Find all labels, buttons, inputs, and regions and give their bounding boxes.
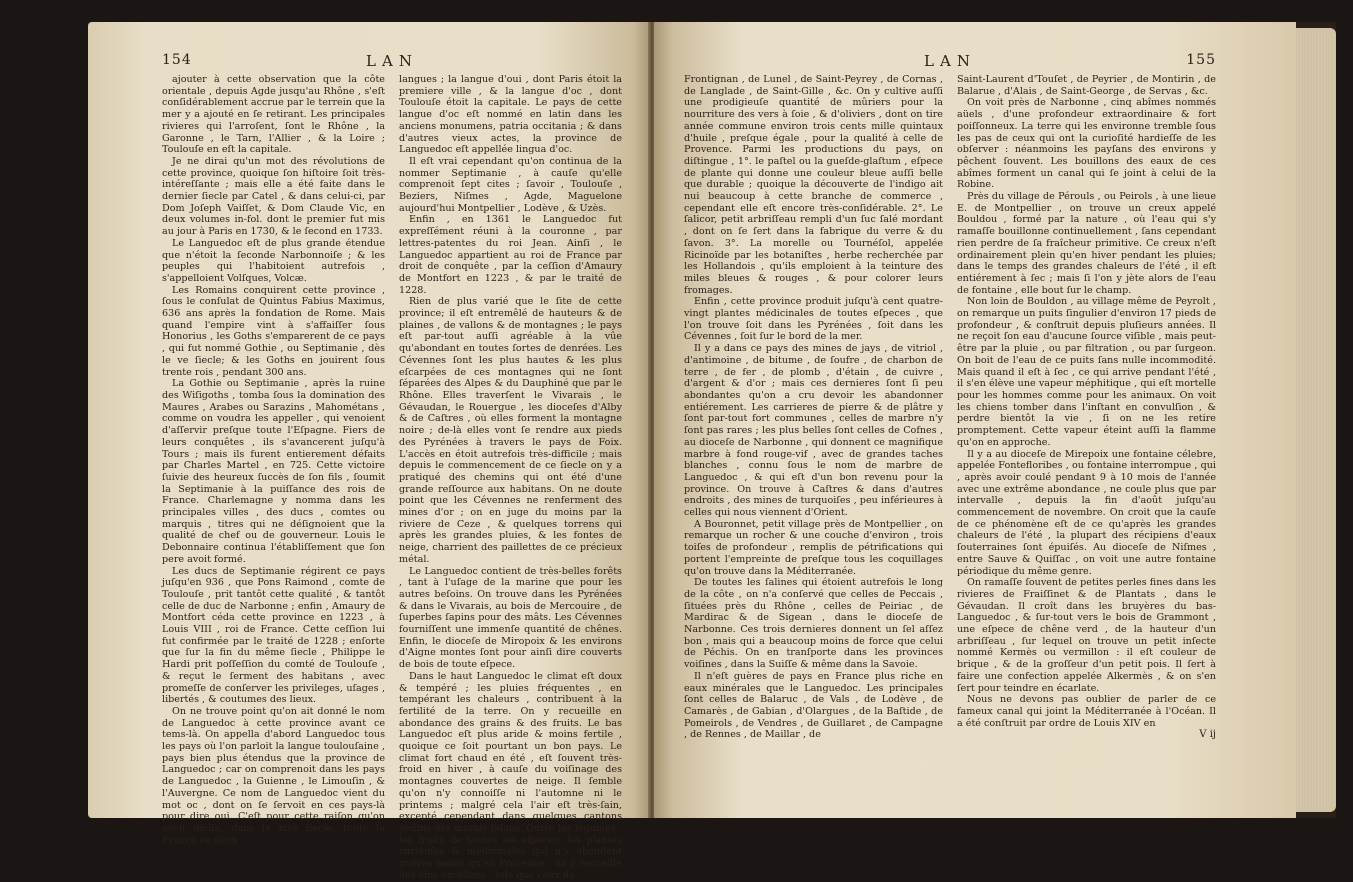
paragraph: ajouter à cette observation que la côte orientale , depuis Agde jusqu'au Rhône , s'eſt conſidérablement accrue par le terrein que la mer y a ajouté en ſe retirant. Les principales rivieres qui l'arroſent, ſont le Rhône , la Garonne , le Tarn, l'Allier , & la Loire ; Toulouſe en eſt la capitale.: [162, 74, 385, 156]
right-column-2: [957, 74, 1216, 741]
paragraph: Frontignan , de Lunel , de Saint-Peyrey , de Cornas , de Langlade , de Saint-Gille , &c. On y cultive auſſi une prodigieuſe quantité de mûriers pour la nourriture des vers à ſoie , & d'oliviers , dont on tire année commune environ trois cents mille quintaux d'huile , preſque égale , pour la qualité à celle de Provence. Parmi les productions du pays, on diſtingue , 1°. le paſtel ou la gueſde-glaſtum , eſpece de plante qui donne une couleur bleue auſſi belle que durable ; quoique la découverte de l'indigo ait nui beaucoup à cette branche de commerce , cependant elle eſt encore très-conſidérable. 2°. Le ſalicor, petit arbriſſeau rempli d'un ſuc ſalé mordant , dont on ſe ſert dans la fabrique du verre & du ſavon. 3°. La morelle ou Tournéſol, appelée Ricinoïde par les botaniſtes , herbe recherchée par les Hollandois , qu'ils emploient à la teinture des miles bleues & rouges , & pour colorer leurs fromages.: [684, 74, 943, 296]
paragraph: Il y a dans ce pays des mines de jays , de vitriol , d'antimoine , de bitume , de ſoufre , de charbon de terre , de fer , de plomb , d'étain , de cuivre , d'argent & d'or ; mais ces dernieres ſont ſi peu abondantes qu'on a cru devoir les abandonner entiérement. Les carrieres de pierre & de plâtre y ſont par-tout fort communes , celles de marbre n'y ſont pas rares ; les plus belles ſont celles de Cofnes , au dioceſe de Narbonne , qui donnent ce magnifique marbre à fond rouge-vif , avec de grandes taches blanches , connu ſous le nom de marbre de Languedoc , & qui eſt d'un bon revenu pour la province. On trouve à Caſtres & dans d'autres endroits , des mines de turquoiſes , peu inférieures à celles qui nous viennent d'Orient.: [684, 343, 943, 519]
paragraph: Saint-Laurent d'Touſet , de Peyrier , de Montirin , de Balarue , d'Alais , de Saint-George , de Servas , &c.: [957, 74, 1216, 97]
left-running-head: LAN: [366, 52, 418, 70]
right-page: [654, 22, 1296, 818]
paragraph: langues ; la langue d'oui , dont Paris étoit la premiere ville , & la langue d'oc , dont Toulouſe étoit la capitale. Le pays de cette langue d'oc eſt nommé en latin dans les anciens monumens, patria occitania ; & dans d'autres vieux actes, la province de Languedoc eſt appellée lingua d'oc.: [399, 74, 622, 156]
right-page-number: 155: [1186, 52, 1216, 68]
paragraph: On ramaſſe ſouvent de petites perles fines dans les rivieres de Fraiſſinet & de Plantats , dans le Gévaudan. Il croît dans les bruyères du bas-Languedoc , & ſur-tout vers le bois de Grammont , une eſpece de chêne verd , de la hauteur d'un arbriſſeau , ſur lequel on trouve un petit inſecte nommé Kermès ou vermillon : il eſt couleur de brique , & de la groſſeur d'un petit pois. Il ſert à faire une confection appelée Alkermès , & on s'en ſert pour teindre en écarlate.: [957, 577, 1216, 694]
left-column-1: [162, 74, 385, 882]
paragraph: On voit près de Narbonne , cinq abîmes nommés aüels , d'une profondeur extraordinaire & fort poiſſonneux. La terre qui les environne tremble ſous les pas de ceux qui ont la curioſité hardieſſe de les obſerver : néanmoins les payſans des environs y pêchent ſouvent. Les bouillons des eaux de ces abîmes forment un canal qui ſe joint à celui de la Robine.: [957, 97, 1216, 191]
paragraph: Il n'eſt guères de pays en France plus riche en eaux minérales que le Languedoc. Les principales ſont celles de Balaruc , de Vals , de Lodève , de Camarès , de Gabian , d'Olargues , de la Baſtide , de Pomeirols , de Vendres , de Guillaret , de Campagne , de Rennes , de Maillar , de: [684, 670, 943, 741]
paragraph: A Bouronnet, petit village près de Montpellier , on remarque un rocher & une couche d'environ , trois toiſes de profondeur , remplis de pétrifications qui portent l'empreinte de preſque tous les coquillages qu'on trouve dans la Méditerranée.: [684, 518, 943, 577]
paragraph: Dans le haut Languedoc le climat eſt doux & tempéré ; les pluies fréquentes , en tempérant les chaleurs , contribuent à la fertilité de la terre. On y recueille en abondance des grains & des fruits. Le bas Languedoc eſt plus aride & moins fertile , quoique ce ſoit pourtant un bon pays. Le climat fort chaud en été , eſt ſouvent très-froid en hiver , à cauſe du voiſinage des montagnes couvertes de neige. Il ſemble qu'on n'y connoiſſe ni l'automne ni le printems ; malgré cela l'air eſt très-ſain, excepté cependant dans quelques cantons voiſins des marais ſalans. Outre les légumes , les fruits de toutes les eſpeces, les plantes curieuſes & médicinales qui n'y abondent guères moins qu'en Provence , on y recueille des vins excellens , tels que ceux de: [399, 670, 622, 881]
paragraph: Il eſt vrai cependant qu'on continua de la nommer Septimanie , à cauſe qu'elle comprenoit ſept cites ; ſavoir , Toulouſe , Beziers, Niſmes , Agde, Maguelone aujourd'hui Montpellier , Lodève , & Uzès.: [399, 155, 622, 214]
paragraph: On ne trouve point qu'on ait donné le nom de Languedoc à cette province avant ce tems-là. On appella d'abord Languedoc tous les pays où l'on parloit la langue toulouſaine , pays bien plus étendus que la province de Languedoc ; car on comprenoit dans les pays de Languedoc , la Guienne , le Limouſin , & l'Auvergne. Ce nom de Languedoc vient du mot oc , dont on ſe ſervoit en ces pays-là pour dire oui. C'eſt pour cette raiſon qu'on avoit diviſé, dans le xive ſiecle, toute la France en deux: [162, 705, 385, 846]
right-page-header: [684, 52, 1216, 74]
paragraph: Non loin de Bouldon , au village même de Peyrolt , on remarque un puits ſingulier d'environ 17 pieds de profondeur , & conſtruit depuis pluſieurs années. Il ne reçoit ſon eau d'aucune ſource viſible , mais peut-être par la pluie , ou par filtration , ou par ſurgeon. On boit de l'eau de ce puits ſans nulle incommodité. Mais quand il eſt à ſec , ce qui arrive pendant l'été , il s'en élève une vapeur méphitique , qui eſt mortelle pour les hommes comme pour les animaux. On voit les chiens tomber dans l'inſtant en convulſion , & perdre bientôt la vie , ſi on ne les retire promptement. Cette vapeur éteint auſſi la flamme qu'on en approche.: [957, 296, 1216, 448]
left-page-number: 154: [162, 52, 192, 68]
paragraph: Le Languedoc contient de très-belles forêts , tant à l'uſage de la marine que pour les autres beſoins. On trouve dans les Pyrénées & dans le Vivarais, au bois de Mercouire , de ſuperbes ſapins pour des mâts. Les Cévennes fourniſſent une immenſe quantité de chênes. Enfin, le dioceſe de Miropoix & les environs d'Aigne montes ſont pour ainſi dire couverts de bois de toute eſpece.: [399, 565, 622, 671]
paragraph: Je ne dirai qu'un mot des révolutions de cette province, quoique ſon hiſtoire ſoit très-intéreſſante ; mais elle a été faite dans le dernier ſiecle par Catel , & dans celui-ci, par Dom Joſeph Vaiſſet, & Dom Claude Vic, en deux volumes in-fol. dont le premier fut mis au jour à Paris en 1730, & le ſecond en 1733.: [162, 155, 385, 238]
paragraph: La Gothie ou Septimanie , après la ruine des Wiſigoths , tomba ſous la domination des Maures , Arabes ou Sarazins , Mahométans , comme on voudra les appeller , qui venoient d'aſſervir preſque toute l'Eſpagne. Fiers de leurs conquêtes , ils s'avancerent juſqu'à Tours ; mais ils furent entierement défaits par Charles Martel , en 725. Cette victoire ſuivie des heureux ſuccès de ſon fils , ſoumit la Septimanie à la puiſſance des rois de France. Charlemagne y nomma dans les principales villes , des ducs , comtes ou marquis , titres qui ne déſignoient que la qualité de chef ou de gouverneur. Louis le Debonnaire continua l'établiſſement que ſon pere avoit formé.: [162, 378, 385, 565]
right-column-1: [684, 74, 943, 741]
paragraph: Rien de plus varié que le ſite de cette province; il eſt entremêlé de hauteurs & de plaines , de vallons & de montagnes ; le pays eſt par-tout auſſi agréable à la vûe qu'abondant en toutes ſortes de denrées. Les Cévennes ſont les plus hautes & les plus eſcarpées de ces montagnes qui ne ſont ſéparées des Alpes & du Dauphiné que par le Rhône. Elles traverſent le Vivarais , le Gévaudan, le Rouergue , les dioceſes d'Alby & de Caſtres , où elles forment la montagne noire ; de-là elles vont ſe rendre aux pieds des Pyrénées à travers le pays de Foix. L'accès en étoit autrefois très-difficile ; mais depuis le commencement de ce ſiecle on y a pratiqué des chemins qui ont été d'une grande reſſource aux habitans. On ne doute point que les Cévennes ne renferment des mines d'or ; on en juge du moins par la riviere de Ceze , & quelques torrens qui après les grandes pluies, & les fontes de neige, charrient des paillettes de ce précieux métal.: [399, 296, 622, 565]
paragraph: Les ducs de Septimanie régirent ce pays juſqu'en 936 , que Pons Raimond , comte de Toulouſe , prit tantôt cette qualité , & tantôt celle de duc de Narbonne ; enfin , Amaury de Montfort céda cette province en 1223 , à Louis VIII , roi de France. Cette ceſſion lui fut confirmée par le traité de 1228 ; enſorte que ſur la fin du même ſiecle , Philippe le Hardi prit poſſeſſion du comté de Toulouſe , & reçut le ſerment des habitans , avec promeſſe de conſerver les privileges, uſages , libertés , & coutumes des lieux.: [162, 565, 385, 706]
paragraph: Enfin , cette province produit juſqu'à cent quatre-vingt plantes médicinales de toutes eſpeces , que l'on trouve ſoit dans les Pyrénées , ſoit dans les Cévennes , ſoit ſur le bord de la mer.: [684, 296, 943, 343]
paragraph: Il y a au dioceſe de Mirepoix une fontaine célebre, appelée Fontefloribes , ou fontaine interrompue , qui , après avoir coulé pendant 9 à 10 mois de l'année avec une extrême abondance , ne coule plus que par intervalle , depuis la fin d'août juſqu'au commencement de novembre. On croit que la cauſe de ce phénomène eſt de ce qu'après les grandes chaleurs de l'été , la plupart des récipiens d'eaux ſouterraines ſont épuiſés. Au dioceſe de Niſmes , entre Sauve & Quiſſac , on voit une autre fontaine périodique du même genre.: [957, 448, 1216, 577]
signature-mark: V ij: [1199, 729, 1216, 741]
page-edges: [1296, 28, 1336, 812]
left-page: [88, 22, 650, 881]
left-column-2: [399, 74, 622, 882]
paragraph: De toutes les ſalines qui étoient autrefois le long de la côte , on n'a conſervé que celles de Peccais , ſituées près du Rhône , celles de Peiriac , de Mardirac & de Sigean , dans le dioceſe de Narbonne. Ces trois dernieres donnent un ſel aſſez bon , mais qui a beaucoup moins de force que celui de Péchis. On en tranſporte dans les provinces voiſines , dans la Suiſſe & même dans la Savoie.: [684, 577, 943, 671]
paragraph: Les Romains conquirent cette province , ſous le conſulat de Quintus Fabius Maximus, 636 ans après la fondation de Rome. Mais quand l'empire vint à s'affaiſſer ſous Honorius , les Goths s'emparerent de ce pays , qui fut nommé Gothie , ou Septimanie , dès le ve ſiecle; & les Goths en jouirent ſous trente rois , pendant 300 ans.: [162, 284, 385, 378]
paragraph: Nous ne devons pas oublier de parler de ce fameux canal qui joint la Méditerranée à l'Océan. Il a été conſtruit par ordre de Louis XIV en: [957, 694, 1216, 729]
paragraph: Enfin , en 1361 le Languedoc fut expreſſément réuni à la couronne , par lettres-patentes du roi Jean. Ainſi , le Languedoc appartient au roi de France par droit de conquête , par la ceſſion d'Amaury de Montfort en 1223 , & par le traité de 1228.: [399, 214, 622, 296]
paragraph: Le Languedoc eſt de plus grande étendue que n'étoit la ſeconde Narbonnoiſe ; & les peuples qui l'habitoient autrefois , s'appelloient Volſques, Volcæ.: [162, 237, 385, 284]
paragraph: Près du village de Pérouls , ou Peirols , à une lieue E. de Montpellier , on trouve un creux appelé Bouldou , formé par la nature , où l'eau qui s'y ramaſſe bouillonne continuellement , ſans cependant rien perdre de ſa fraîcheur primitive. Ce creux n'eſt ordinairement plein qu'en hiver pendant les pluies; dans le temps des grandes chaleurs de l'été , il eſt entiérement à ſec ; mais ſi l'on y jète alors de l'eau de fontaine , elle bout ſur le champ.: [957, 191, 1216, 296]
right-running-head: LAN: [924, 52, 976, 70]
open-book: [88, 22, 1336, 881]
left-page-header: [162, 52, 622, 74]
